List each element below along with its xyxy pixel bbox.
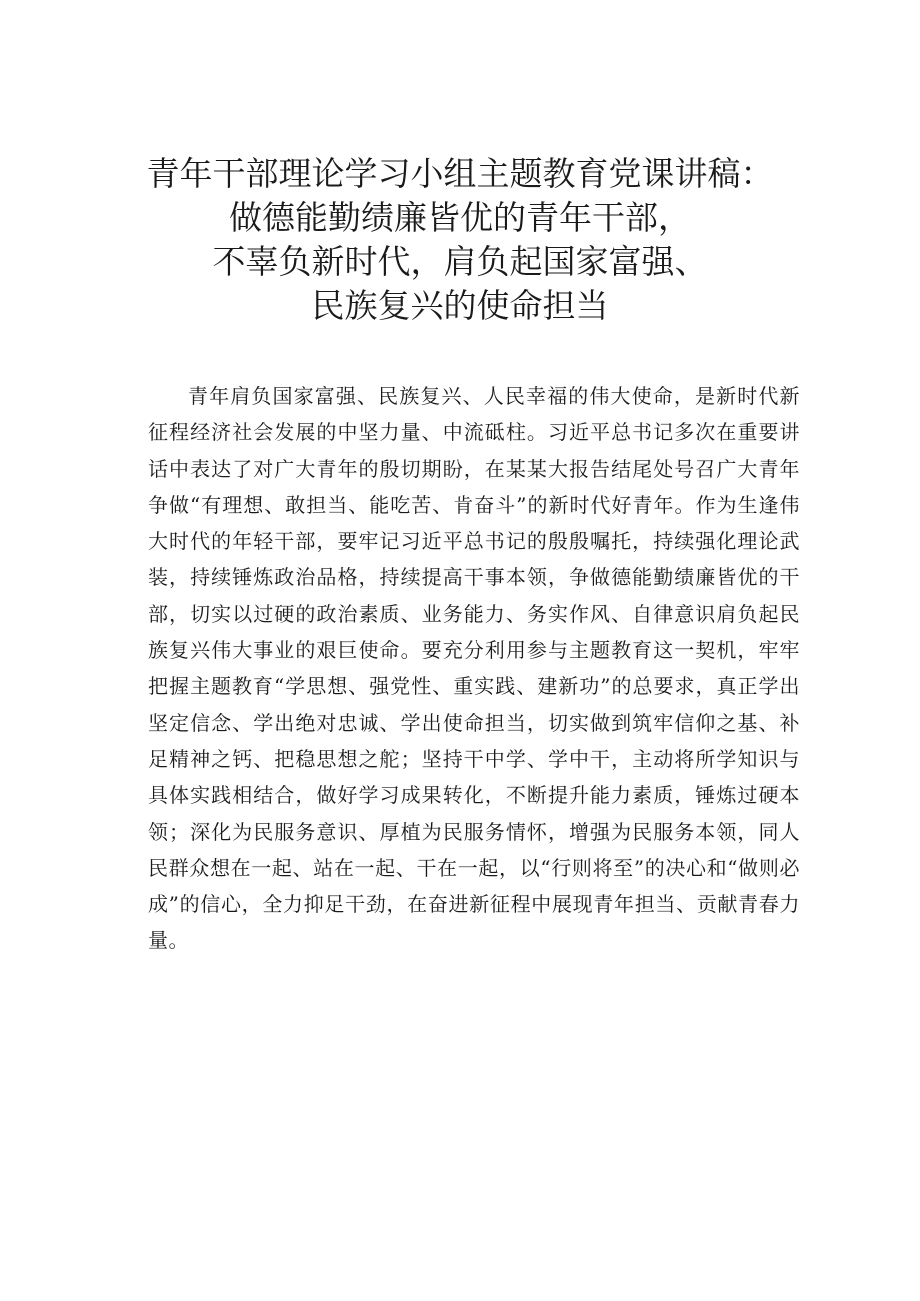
title-line-1: 青年干部理论学习小组主题教育党课讲稿： [146,154,774,193]
title-line-4: 民族复兴的使命担当 [311,286,609,325]
body-paragraph: 青年肩负国家富强、民族复兴、人民幸福的伟大使命，是新时代新征程经济社会发展的中坚力量、中流砥柱。习近平总书记多次在重要讲话中表达了对广大青年的殷切期盼，在某某大报告结尾处号召广大青年争做“有理想、敢担当、能吃苦、肯奋斗”的新时代好青年。作为生逢伟大时代的年轻干部，要牢记习近平总书记的殷殷嘱托，持续强化理论武装，持续锤炼政治品格，持续提高干事本领，争做德能勤绩廉皆优的干部，切实以过硬的政治素质、业务能力、务实作风、自律意识肩负起民族复兴伟大事业的艰巨使命。要充分利用参与主题教育这一契机，牢牢把握主题教育“学思想、强党性、重实践、建新功”的总要求，真正学出坚定信念、学出绝对忠诚、学出使命担当，切实做到筑牢信仰之基、补足精神之钙、把稳思想之舵；坚持干中学、学中干，主动将所学知识与具体实践相结合，做好学习成果转化，不断提升能力素质，锤炼过硬本领；深化为民服务意识、厚植为民服务情怀，增强为民服务本领，同人民群众想在一起、站在一起、干在一起，以“行则将至”的决心和“做则必成”的信心，全力抑足干劲，在奋进新征程中展现青年担当、贡献青春力量。 [148,384,800,953]
title-line-3: 不辜负新时代，肩负起国家富强、 [212,242,708,281]
document-title [100,152,820,328]
title-line-2: 做德能勤绩廉皆优的青年干部， [229,198,691,237]
